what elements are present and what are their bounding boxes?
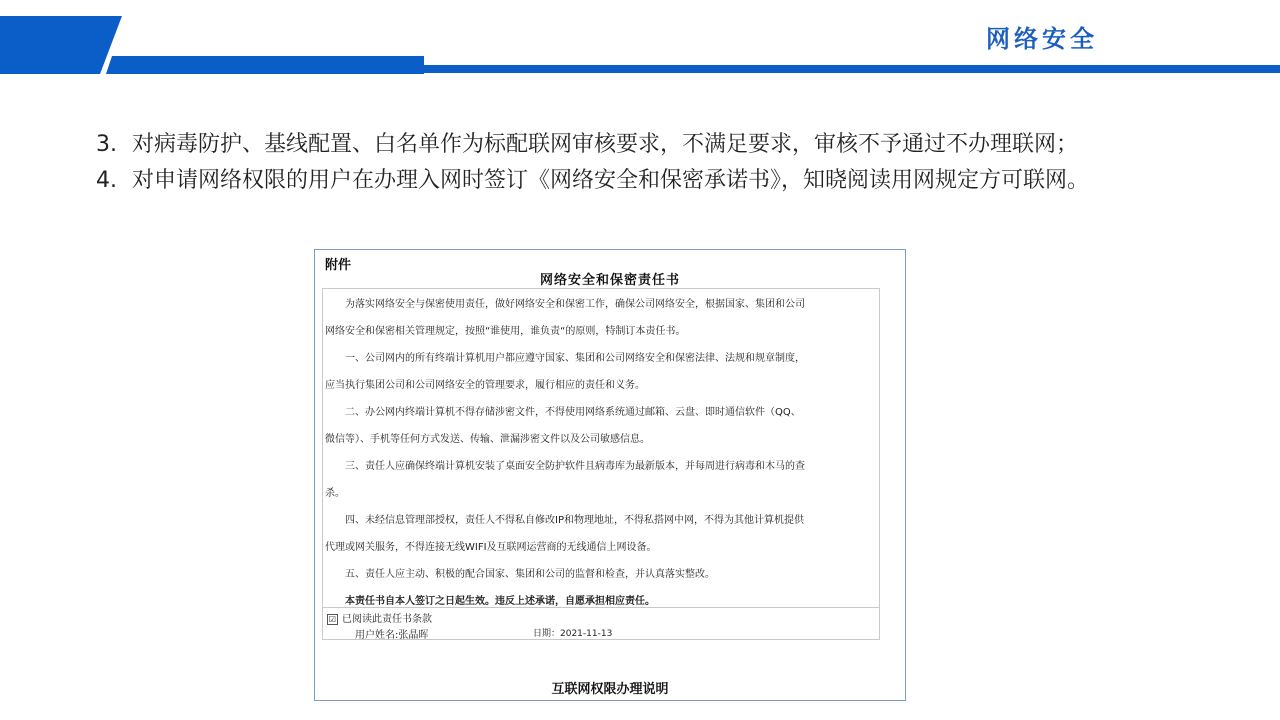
- document-paragraph-line: 为落实网络安全与保密使用责任，做好网络安全和保密工作，确保公司网络安全，根据国家、集团和公司: [345, 299, 805, 310]
- user-name: 用户姓名:张晶晖: [355, 630, 429, 641]
- document-paragraph-line: 二、办公网内终端计算机不得存储涉密文件，不得使用网络系统通过邮箱、云盘、即时通信软件（QQ、: [345, 407, 801, 418]
- point-item: [96, 127, 1256, 163]
- document-paragraph-line: 代理或网关服务，不得连接无线WIFI及互联网运营商的无线通信上网设备。: [325, 542, 657, 553]
- point-number: 3.: [96, 132, 117, 157]
- point-text: 对申请网络权限的用户在办理入网时签订《网络安全和保密承诺书》，知晓阅读用网规定方可联网。: [132, 168, 1090, 193]
- document-title: 网络安全和保密责任书: [539, 273, 680, 288]
- document-paragraph-line: 三、责任人应确保终端计算机安装了桌面安全防护软件且病毒库为最新版本，并每周进行病毒和木马的查: [345, 461, 805, 472]
- slide-title: 网络安全: [986, 25, 1098, 53]
- next-section-title: 互联网权限办理说明: [551, 682, 669, 697]
- agreement-checkbox-label: 已阅读此责任书条款: [342, 614, 432, 625]
- document-closing-statement: 本责任书自本人签订之日起生效。违反上述承诺，自愿承担相应责任。: [345, 596, 655, 607]
- agreement-checkbox-row[interactable]: [327, 610, 432, 625]
- document-paragraph-line: 五、责任人应主动、积极的配合国家、集团和公司的监督和检查，并认真落实整改。: [345, 569, 715, 580]
- document-paragraph-line: 杀。: [325, 488, 345, 499]
- point-text: 对病毒防护、基线配置、白名单作为标配联网审核要求，不满足要求，审核不予通过不办理联网；: [132, 132, 1079, 157]
- point-item: [96, 163, 1256, 199]
- document-paragraph-line: 一、公司网内的所有终端计算机用户都应遵守国家、集团和公司网络安全和保密法律、法规和规章制度，: [345, 353, 805, 364]
- bullet-points: [96, 127, 1256, 199]
- signature-area: [323, 607, 879, 640]
- attachment-label: 附件: [325, 258, 352, 273]
- point-number: 4.: [96, 168, 117, 193]
- agreement-checkbox[interactable]: ☑: [328, 614, 337, 624]
- document-paragraph-line: 四、未经信息管理部授权，责任人不得私自修改IP和物理地址，不得私搭网中网，不得为其他计算机提供: [345, 515, 804, 526]
- document-screenshot: [314, 249, 906, 701]
- document-body: [325, 291, 877, 615]
- document-content-box: [322, 288, 880, 640]
- document-paragraph-line: 微信等）、手机等任何方式发送、传输、泄漏涉密文件以及公司敏感信息。: [325, 434, 650, 445]
- header-slanted-block: [0, 16, 122, 74]
- header-thin-band: [106, 56, 424, 74]
- document-paragraph-line: 应当执行集团公司和公司网络安全的管理要求，履行相应的责任和义务。: [325, 380, 645, 391]
- header-line: [424, 65, 1280, 73]
- document-paragraph-line: 网络安全和保密相关管理规定，按照“谁使用，谁负责“的原则，特制订本责任书。: [325, 326, 686, 337]
- sign-date: 日期：2021-11-13: [533, 629, 613, 639]
